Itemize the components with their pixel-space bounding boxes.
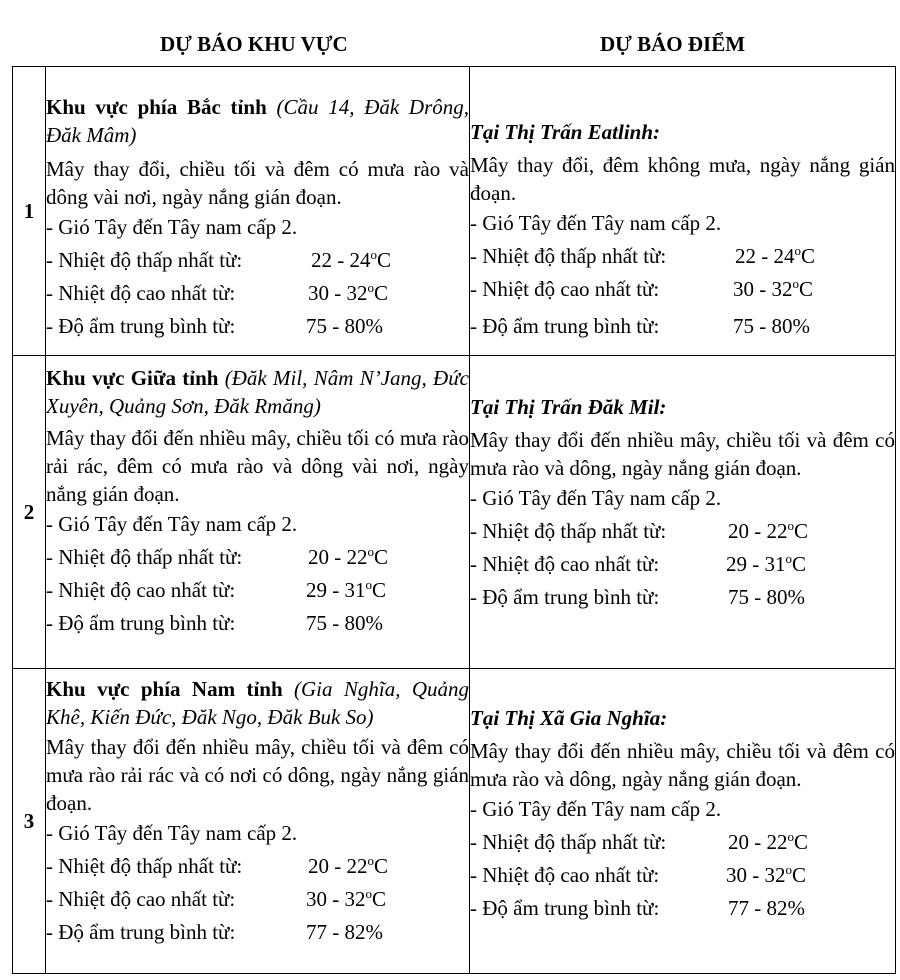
humidity-line: [470, 581, 895, 614]
min-temp-value: 20 - 22$^o$C: [308, 853, 389, 878]
min-temp-label: - Nhiệt độ thấp nhất từ:: [46, 854, 243, 878]
humidity-value: 75 - 80%: [306, 314, 383, 338]
region-forecast-cell: [46, 669, 470, 974]
humidity-label: - Độ ẩm trung bình từ:: [46, 920, 236, 944]
table-headers: [0, 0, 900, 66]
region-title: [46, 364, 469, 420]
max-temp-line: [470, 273, 895, 306]
wind-line: - Gió Tây đến Tây nam cấp 2.: [46, 821, 298, 845]
region-forecast-header: DỰ BÁO KHU VỰC: [160, 32, 348, 56]
point-title: Tại Thị Trấn Eatlinh:: [470, 120, 661, 144]
wind-line: - Gió Tây đến Tây nam cấp 2.: [470, 797, 722, 821]
max-temp-label: - Nhiệt độ cao nhất từ:: [46, 578, 236, 602]
wind-line: - Gió Tây đến Tây nam cấp 2.: [46, 512, 298, 536]
humidity-value: 77 - 82%: [728, 896, 805, 920]
region-description: Mây thay đổi đến nhiều mây, chiều tối và đêm có mưa rào rải rác và có nơi có dông, ngày nắng gián đoạn.: [46, 735, 469, 815]
humidity-value: 75 - 80%: [728, 585, 805, 609]
region-title: [46, 93, 469, 149]
max-temp-value: 30 - 32$^o$C: [733, 276, 814, 301]
region-forecast-cell: [46, 356, 470, 669]
point-title: Tại Thị Trấn Đăk Mil:: [470, 395, 667, 419]
max-temp-value: 30 - 32$^o$C: [726, 862, 807, 887]
region-name: Khu vực phía Bắc tỉnh: [46, 95, 267, 119]
min-temp-label: - Nhiệt độ thấp nhất từ:: [46, 248, 243, 272]
max-temp-line: [46, 574, 469, 607]
min-temp-line: [470, 240, 895, 273]
max-temp-value: 30 - 32$^o$C: [308, 280, 389, 305]
max-temp-line: [46, 277, 469, 310]
region-description: Mây thay đổi đến nhiều mây, chiều tối có mưa rào rải rác, đêm có mưa rào và dông vài nơi, ngày nắng gián đoạn.: [46, 426, 469, 506]
row-number: 1: [13, 67, 46, 356]
region-forecast-cell: [46, 67, 470, 356]
forecast-row-1: [13, 67, 896, 356]
max-temp-label: - Nhiệt độ cao nhất từ:: [470, 863, 660, 887]
forecast-row-3: [13, 669, 896, 974]
min-temp-label: - Nhiệt độ thấp nhất từ:: [46, 545, 243, 569]
min-temp-value: 20 - 22$^o$C: [308, 544, 389, 569]
point-forecast-cell: [470, 67, 896, 356]
max-temp-value: 29 - 31$^o$C: [726, 551, 807, 576]
point-description: Mây thay đổi, đêm không mưa, ngày nắng gián đoạn.: [470, 153, 895, 205]
max-temp-value: 29 - 31$^o$C: [306, 577, 387, 602]
min-temp-value: 20 - 22$^o$C: [728, 518, 809, 543]
point-forecast-header: DỰ BÁO ĐIỂM: [600, 32, 746, 56]
region-districts: (Đăk Mil, Nâm N’Jang, Đức Xuyên, Quảng Sơn, Đăk Rmăng): [46, 366, 469, 418]
humidity-label: - Độ ẩm trung bình từ:: [470, 585, 660, 609]
min-temp-line: [46, 541, 469, 574]
humidity-label: - Độ ẩm trung bình từ:: [46, 314, 236, 338]
humidity-line: [470, 892, 895, 925]
humidity-line: [46, 607, 469, 640]
wind-line: - Gió Tây đến Tây nam cấp 2.: [470, 486, 722, 510]
point-forecast-cell: [470, 356, 896, 669]
min-temp-line: [470, 826, 895, 859]
min-temp-value: 22 - 24$^o$C: [735, 243, 816, 268]
point-description: Mây thay đổi đến nhiều mây, chiều tối và đêm có mưa rào và dông, ngày nắng gián đoạn.: [470, 428, 895, 480]
max-temp-label: - Nhiệt độ cao nhất từ:: [470, 552, 660, 576]
humidity-line: [470, 310, 895, 343]
region-title: [46, 675, 469, 731]
min-temp-label: - Nhiệt độ thấp nhất từ:: [470, 830, 667, 854]
max-temp-label: - Nhiệt độ cao nhất từ:: [470, 277, 660, 301]
max-temp-label: - Nhiệt độ cao nhất từ:: [46, 887, 236, 911]
min-temp-label: - Nhiệt độ thấp nhất từ:: [470, 244, 667, 268]
min-temp-line: [470, 515, 895, 548]
point-forecast-cell: [470, 669, 896, 974]
wind-line: - Gió Tây đến Tây nam cấp 2.: [470, 211, 722, 235]
humidity-value: 75 - 80%: [306, 611, 383, 635]
forecast-table: [12, 66, 896, 974]
humidity-line: [46, 916, 469, 949]
point-description: Mây thay đổi đến nhiều mây, chiều tối và đêm có mưa rào và dông, ngày nắng gián đoạn.: [470, 739, 895, 791]
region-districts: (Gia Nghĩa, Quảng Khê, Kiến Đức, Đăk Ngo, Đăk Buk So): [46, 677, 470, 729]
humidity-label: - Độ ẩm trung bình từ:: [46, 611, 236, 635]
point-title: Tại Thị Xã Gia Nghĩa:: [470, 706, 668, 730]
humidity-label: - Độ ẩm trung bình từ:: [470, 896, 660, 920]
humidity-label: - Độ ẩm trung bình từ:: [470, 314, 660, 338]
max-temp-line: [46, 883, 469, 916]
max-temp-line: [470, 859, 895, 892]
max-temp-line: [470, 548, 895, 581]
max-temp-value: 30 - 32$^o$C: [306, 886, 387, 911]
humidity-value: 75 - 80%: [733, 314, 810, 338]
region-name: Khu vực Giữa tỉnh: [46, 366, 219, 390]
min-temp-label: - Nhiệt độ thấp nhất từ:: [470, 519, 667, 543]
wind-line: - Gió Tây đến Tây nam cấp 2.: [46, 215, 298, 239]
region-description: Mây thay đổi, chiều tối và đêm có mưa rào và dông vài nơi, ngày nắng gián đoạn.: [46, 157, 469, 209]
min-temp-line: [46, 244, 469, 277]
max-temp-label: - Nhiệt độ cao nhất từ:: [46, 281, 236, 305]
forecast-row-2: [13, 356, 896, 669]
humidity-line: [46, 310, 469, 343]
min-temp-value: 20 - 22$^o$C: [728, 829, 809, 854]
min-temp-value: 22 - 24$^o$C: [311, 247, 392, 272]
row-number: 2: [13, 356, 46, 669]
humidity-value: 77 - 82%: [306, 920, 383, 944]
region-districts: (Cầu 14, Đăk Drông, Đăk Mâm): [46, 95, 469, 147]
row-number: 3: [13, 669, 46, 974]
min-temp-line: [46, 850, 469, 883]
region-name: Khu vực phía Nam tỉnh: [46, 677, 283, 701]
